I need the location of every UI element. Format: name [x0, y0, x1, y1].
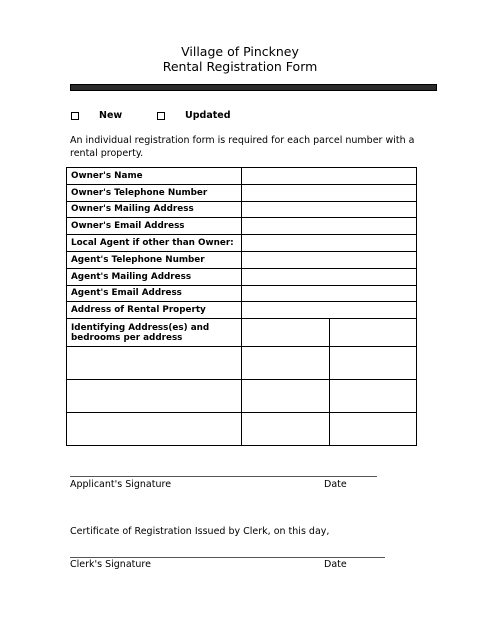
clerk-signature-line[interactable] — [70, 557, 385, 558]
clerk-signature-label: Clerk's Signature — [70, 559, 151, 570]
checkbox-box-icon[interactable] — [157, 112, 165, 120]
field-label: Owner's Telephone Number — [67, 184, 242, 201]
table-row — [67, 302, 417, 319]
field-input[interactable] — [242, 184, 417, 201]
address-cell[interactable] — [242, 347, 330, 380]
field-label: Agent's Telephone Number — [67, 251, 242, 268]
table-row — [67, 201, 417, 218]
checkbox-updated-label: Updated — [185, 110, 231, 121]
table-row — [67, 235, 417, 252]
field-label: Owner's Name — [67, 168, 242, 185]
field-input[interactable] — [242, 268, 417, 285]
field-label: Owner's Mailing Address — [67, 201, 242, 218]
field-label: Address of Rental Property — [67, 302, 242, 319]
field-label: Agent's Mailing Address — [67, 268, 242, 285]
table-row — [67, 251, 417, 268]
table-row — [67, 413, 417, 446]
table-row — [67, 380, 417, 413]
table-row — [67, 168, 417, 185]
address-cell[interactable] — [242, 380, 330, 413]
bedrooms-cell[interactable] — [330, 347, 417, 380]
certificate-text: Certificate of Registration Issued by Clerk, on this day, — [70, 526, 330, 537]
address-entry-cell[interactable] — [67, 380, 242, 413]
form-title-line1: Village of Pinckney — [181, 44, 299, 59]
field-label: Local Agent if other than Owner: — [67, 235, 242, 252]
field-input[interactable] — [242, 251, 417, 268]
checkbox-box-icon[interactable] — [71, 112, 79, 120]
form-title-line2: Rental Registration Form — [162, 59, 318, 74]
header-divider-bar — [70, 84, 437, 91]
applicant-date-label: Date — [324, 479, 347, 490]
table-row — [67, 285, 417, 302]
address-cell[interactable] — [242, 413, 330, 446]
checkbox-new-label: New — [99, 110, 123, 121]
bedrooms-cell[interactable] — [330, 319, 417, 347]
address-section-label: Identifying Address(es) and bedrooms per address — [67, 319, 242, 347]
checkbox-new[interactable] — [71, 110, 122, 121]
field-input[interactable] — [242, 302, 417, 319]
clerk-date-label: Date — [324, 559, 347, 570]
field-input[interactable] — [242, 218, 417, 235]
bedrooms-cell[interactable] — [330, 413, 417, 446]
applicant-signature-line[interactable] — [70, 476, 377, 477]
field-label: Owner's Email Address — [67, 218, 242, 235]
address-entry-cell[interactable] — [67, 413, 242, 446]
field-input[interactable] — [242, 168, 417, 185]
bedrooms-cell[interactable] — [330, 380, 417, 413]
address-entry-cell[interactable] — [67, 347, 242, 380]
table-row — [67, 184, 417, 201]
field-input[interactable] — [242, 285, 417, 302]
table-row — [67, 347, 417, 380]
table-row — [67, 319, 417, 347]
table-row — [67, 218, 417, 235]
field-input[interactable] — [242, 235, 417, 252]
intro-text: An individual registration form is required for each parcel number with a rental property. — [70, 135, 415, 159]
table-row — [67, 268, 417, 285]
applicant-signature-label: Applicant's Signature — [70, 479, 172, 490]
field-input[interactable] — [242, 201, 417, 218]
address-cell[interactable] — [242, 319, 330, 347]
field-label: Agent's Email Address — [67, 285, 242, 302]
checkbox-updated[interactable] — [157, 110, 231, 121]
registration-table — [66, 167, 417, 446]
